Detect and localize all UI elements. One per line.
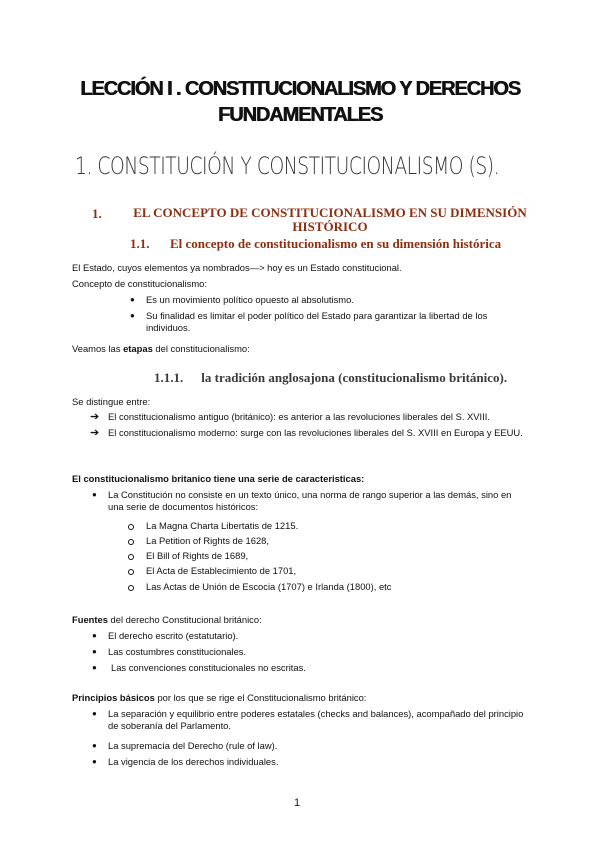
- arrow-right-icon: ➔: [90, 427, 100, 439]
- distingue-item-2: El constitucionalismo moderno: surge con las revoluciones liberales del S. XVIII en Europa y EEUU.: [108, 427, 523, 438]
- fuentes-item-3: Las convenciones constitucionales no escritas.: [111, 662, 306, 673]
- fuentes-label-rest: del derecho Constitucional británico:: [107, 614, 262, 625]
- document-item-1: La Magna Charta Libertatis de 1215.: [146, 520, 299, 531]
- circle-bullet-icon: [128, 569, 134, 575]
- fuentes-label: [72, 614, 262, 626]
- section-heading-1: 1. CONSTITUCIÓN Y CONSTITUCIONALISMO (S).: [75, 152, 500, 180]
- bullet-dot: ●: [92, 741, 97, 750]
- fuentes-item-1: El derecho escrito (estatutario).: [108, 630, 239, 641]
- heading2-number: 1.: [92, 206, 102, 221]
- document-item-5: Las Actas de Unión de Escocia (1707) e Irlanda (1800), etc: [146, 581, 392, 592]
- intro-bullet-1: Es un movimiento político opuesto al absolutismo.: [146, 294, 354, 305]
- principios-item-3: La vigencia de los derechos individuales.: [108, 756, 279, 767]
- document-item-3: El Bill of Rights de 1689,: [146, 550, 249, 561]
- heading4-number: 1.1.1.: [154, 370, 184, 385]
- principios-label: [72, 692, 366, 704]
- principios-item-1: La separación y equilibrio entre poderes estatales (checks and balances), acompañado del principio de soberanía del Parlamento.: [108, 708, 524, 731]
- lesson-title: [60, 76, 540, 128]
- bullet-dot: ●: [92, 663, 97, 672]
- circle-bullet-icon: [128, 585, 134, 591]
- bullet-dot: ●: [92, 709, 97, 718]
- document-item-2: La Petition of Rights de 1628,: [146, 535, 270, 546]
- heading4: [154, 370, 507, 386]
- lesson-title-line2: FUNDAMENTALES: [217, 104, 383, 126]
- arrow-right-icon: ➔: [90, 411, 100, 423]
- bullet-dot: ●: [92, 490, 97, 499]
- heading4-text: la tradición anglosajona (constitucionalismo británico).: [201, 370, 508, 385]
- bullet-dot: ●: [130, 295, 135, 304]
- principios-label-bold: Principios básicos: [72, 692, 155, 703]
- document-item-4: El Acta de Establecimiento de 1701,: [146, 565, 297, 576]
- bullet-dot: ●: [92, 647, 97, 656]
- heading3-text: El concepto de constitucionalismo en su dimensión histórica: [170, 236, 502, 251]
- etapas-line: [72, 343, 250, 355]
- distingue-item-1: El constitucionalismo antiguo (británico): es anterior a las revoluciones liberales del S. XVIII.: [108, 411, 490, 422]
- lesson-title-line1: LECCIÓN I . CONSTITUCIONALISMO Y DERECHOS: [80, 78, 520, 100]
- fuentes-item-2: Las costumbres constitucionales.: [108, 646, 247, 657]
- heading2-text: EL CONCEPTO DE CONSTITUCIONALISMO EN SU DIMENSIÓN HISTÓRICO: [133, 205, 527, 234]
- circle-bullet-icon: [128, 524, 134, 530]
- principios-item-2: La supremacía del Derecho (rule of law).: [108, 740, 278, 751]
- heading3-number: 1.1.: [130, 236, 150, 251]
- distingue-label: Se distingue entre:: [72, 396, 151, 407]
- principios-label-rest: por los que se rige el Constitucionalismo británico:: [154, 692, 367, 703]
- etapas-pre: Veamos las: [72, 343, 124, 354]
- etapas-bold: etapas: [123, 343, 153, 354]
- etapas-post: del constitucionalismo:: [152, 343, 250, 354]
- page-number: 1: [294, 797, 301, 809]
- fuentes-label-bold: Fuentes: [72, 614, 108, 625]
- caracteristicas-label: El constitucionalismo britanico tiene una serie de caracteristicas:: [72, 473, 365, 484]
- circle-bullet-icon: [128, 554, 134, 560]
- bullet-dot: ●: [130, 311, 135, 320]
- bullet-dot: ●: [92, 631, 97, 640]
- intro-bullet-2: Su finalidad es limitar el poder político del Estado para garantizar la libertad de los individuos.: [146, 310, 488, 333]
- circle-bullet-icon: [128, 539, 134, 545]
- intro-line1: El Estado, cuyos elementos ya nombrados—> hoy es un Estado constitucional.: [72, 262, 402, 273]
- bullet-dot: ●: [92, 757, 97, 766]
- intro-line2: Concepto de constitucionalismo:: [72, 278, 207, 289]
- caracteristicas-bullet: La Constitución no consiste en un texto único, una norma de rango superior a las demás, sino en una serie de documentos históricos:: [108, 489, 512, 512]
